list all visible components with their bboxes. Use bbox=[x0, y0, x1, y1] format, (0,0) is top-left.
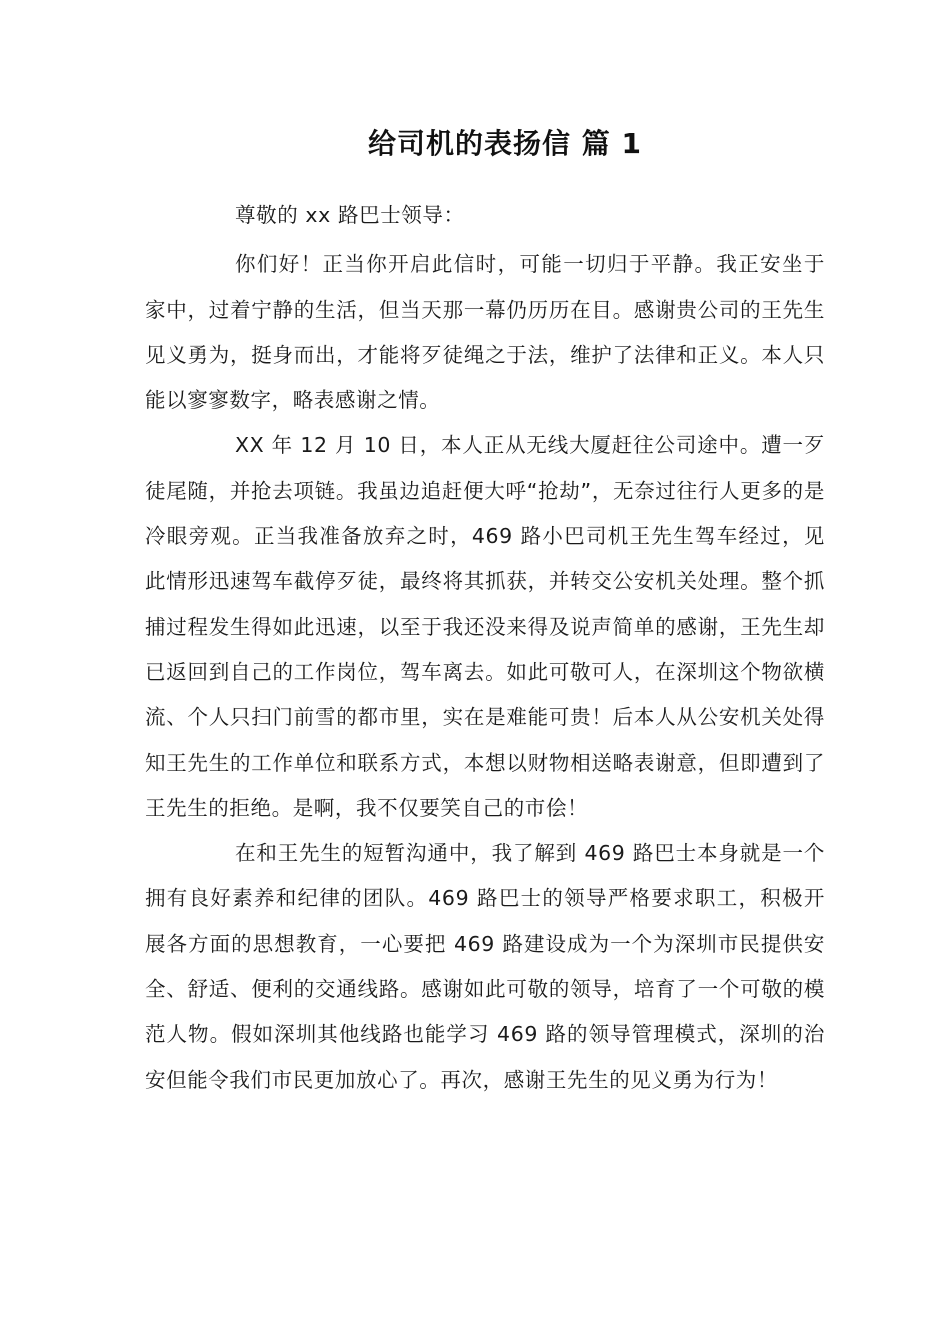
paragraph-2: XX 年 12 月 10 日，本人正从无线大厦赶往公司途中。遭一歹徒尾随，并抢去项链。我虽边追赶便大呼“抢劫”，无奈过往行人更多的是冷眼旁观。正当我准备放弃之时，469 路小巴司机王先生驾车经过，见此情形迅速驾车截停歹徒，最终将其抓获，并转交公安机关处理。整个抓捕过程发生得如此迅速，以至于我还没来得及说声简单的感谢，王先生却已返回到自己的工作岗位，驾车离去。如此可敬可人，在深圳这个物欲横流、个人只扫门前雪的都市里，实在是难能可贵！后本人从公安机关处得知王先生的工作单位和联系方式，本想以财物相送略表谢意，但即遭到了王先生的拒绝。是啊，我不仅要笑自己的市侩！ bbox=[145, 433, 825, 820]
paragraph-3: 在和王先生的短暂沟通中，我了解到 469 路巴士本身就是一个拥有良好素养和纪律的团队。469 路巴士的领导严格要求职工，积极开展各方面的思想教育，一心要把 469 路建设成为一个为深圳市民提供安全、舒适、便利的交通线路。感谢如此可敬的领导，培育了一个可敬的模范人物。假如深圳其他线路也能学习 469 路的领导管理模式，深圳的治安但能令我们市民更加放心了。再次，感谢王先生的见义勇为行为！ bbox=[145, 841, 825, 1092]
document-title: 给司机的表扬信 篇 1 bbox=[368, 127, 642, 160]
paragraph-1: 你们好！正当你开启此信时，可能一切归于平静。我正安坐于家中，过着宁静的生活，但当天那一幕仍历历在目。感谢贵公司的王先生见义勇为，挺身而出，才能将歹徒绳之于法，维护了法律和正义。本人只能以寥寥数字，略表感谢之情。 bbox=[145, 252, 825, 413]
salutation: 尊敬的 xx 路巴士领导： bbox=[235, 203, 465, 227]
document-body bbox=[145, 193, 825, 1103]
